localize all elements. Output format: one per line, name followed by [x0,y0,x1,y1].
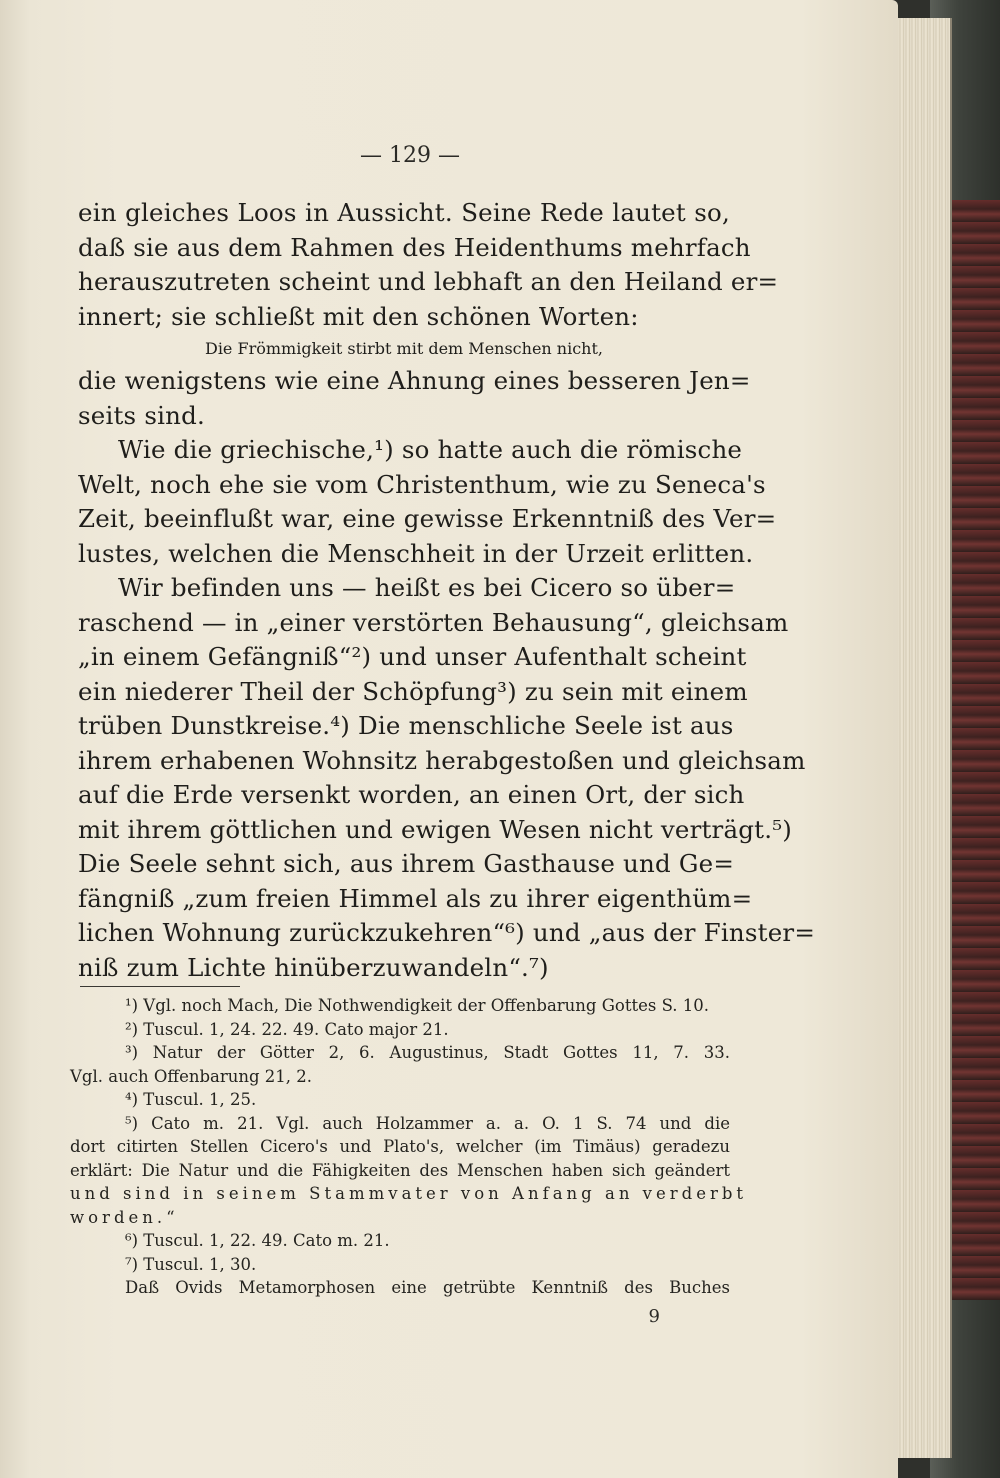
main-text [78,196,816,985]
text-line: lustes, welchen die Menschheit in der Urzeit erlitten. [78,538,754,568]
footnote: ¹) Vgl. noch Mach, Die Nothwendigkeit der Offenbarung Gottes S. 10. [125,996,710,1015]
text-line: herauszutreten scheint und lebhaft an den Heiland er= [78,267,779,296]
text-line: ein niederer Theil der Schöpfung³) zu sein mit einem [78,676,748,706]
footnote: ⁵) Cato m. 21. Vgl. auch Holzammer a. a. O. 1 S. 74 und die [125,1113,730,1133]
footnote: ⁷) Tuscul. 1, 30. [125,1254,257,1274]
footnote-separator [80,986,240,987]
book-marbled-edge [950,200,1000,1300]
footnotes [70,994,748,1300]
text-line: Zeit, beeinflußt war, eine gewisse Erkenntniß des Ver= [78,504,777,533]
text-line: Wir befinden uns — heißt es bei Cicero so über= [118,573,736,602]
text-line: fängniß „zum freien Himmel als zu ihrer eigenthüm= [78,883,753,913]
text-line: „in einem Gefängniß“²) und unser Aufenthalt scheint [78,642,747,671]
text-line: mit ihrem göttlichen und ewigen Wesen nicht verträgt.⁵) [78,814,792,844]
footnote: ⁶) Tuscul. 1, 22. 49. Cato m. 21. [125,1231,390,1250]
text-line: Welt, noch ehe sie vom Christenthum, wie zu Seneca's [78,469,766,499]
text-line: ein gleiches Loos in Aussicht. Seine Rede lautet so, [78,198,730,227]
footnote-continued: worden.“ [70,1207,179,1227]
text-line: niß zum Lichte hinüberzuwandeln“.⁷) [78,952,549,982]
text-line: daß sie aus dem Rahmen des Heidenthums mehrfach [78,232,751,262]
page-number: — 129 — [360,143,460,168]
footnote-continued: erklärt: Die Natur und die Fähigkeiten des Menschen haben sich geändert [70,1160,730,1180]
footnote-continued: Vgl. auch Offenbarung 21, 2. [70,1066,313,1086]
text-line: seits sind. [78,400,205,430]
text-line: auf die Erde versenkt worden, an einen Ort, der sich [78,780,745,809]
text-line: innert; sie schließt mit den schönen Worten: [78,301,639,331]
text-line: ihrem erhabenen Wohnsitz herabgestoßen und gleichsam [78,745,806,775]
text-line: Die Seele sehnt sich, aus ihrem Gasthause und Ge= [78,849,735,878]
footnote: ⁴) Tuscul. 1, 25. [125,1090,257,1109]
footnote-continued: dort citirten Stellen Cicero's und Plato's, welcher (im Timäus) geradezu [70,1137,730,1156]
footnote: ³) Natur der Götter 2, 6. Augustinus, Stadt Gottes 11, 7. 33. [125,1043,730,1062]
text-line: trüben Dunstkreise.⁴) Die menschliche Seele ist aus [78,711,734,740]
footnote: ²) Tuscul. 1, 24. 22. 49. Cato major 21. [125,1019,449,1039]
footnote: Daß Ovids Metamorphosen eine getrübte Kenntniß des Buches [125,1278,730,1297]
text-line: lichen Wohnung zurückzukehren“⁶) und „aus der Finster= [78,918,816,947]
text-line: die wenigstens wie eine Ahnung eines besseren Jen= [78,366,751,395]
signature-mark: 9 [648,1306,660,1327]
text-line: raschend — in „einer verstörten Behausung“, gleichsam [78,607,789,637]
quotation: Die Frömmigkeit stirbt mit dem Menschen nicht, [204,339,603,358]
footnote-continued: und sind in seinem Stammvater von Anfang an verderbt [70,1184,748,1203]
text-line: Wie die griechische,¹) so hatte auch die römische [118,435,743,464]
